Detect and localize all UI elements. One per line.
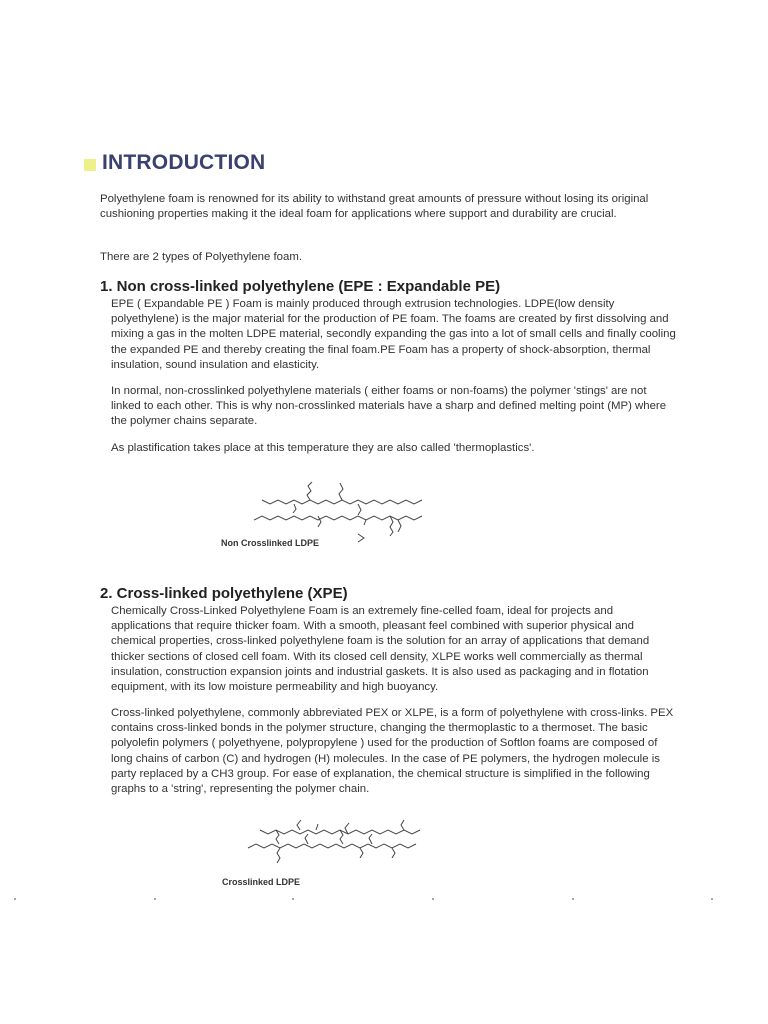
bullet-square-icon bbox=[84, 159, 96, 171]
section1-paragraph-3: As plastification takes place at this temperature they are also called 'thermoplastics'. bbox=[111, 442, 535, 454]
section1-heading: 1. Non cross-linked polyethylene (EPE : Expandable PE) bbox=[100, 278, 501, 295]
page-title: INTRODUCTION bbox=[102, 151, 266, 174]
crosslinked-ldpe-diagram bbox=[240, 808, 440, 878]
section2-paragraph-2: Cross-linked polyethylene, commonly abbreviated PEX or XLPE, is a form of polyethylene with cross-links. PEX contains cross-linked bonds in the polymer structure, changing the thermoplastic to a thermoset. The basic polyolefin polymers ( polyethyene, polypropylene ) used for the production of Softlon foams are composed of long chains of carbon (C) and hydrogen (H) molecules. In the case of PE polymers, the hydrogen molecule is party replaced by a CH3 group. For ease of explanation, the chemical structure is simplified in the following graphs to a 'string', representing the polymer chain. bbox=[111, 707, 674, 796]
section2-paragraph-1: Chemically Cross-Linked Polyethylene Foam is an extremely fine-celled foam, ideal for projects and applications that require thicker foam. With a smooth, pleasant feel combined with superior physical and chemical properties, cross-linked polyethylene foam is the solution for an array of applications that demand thicker sections of closed cell foam. With its closed cell density, XLPE works well commercially as thermal insulation, construction expansion joints and industrial gaskets. It is also used as packaging and in flotation equipment, with its low moisture permeability and high buoyancy. bbox=[111, 605, 650, 694]
section1-paragraph-2: In normal, non-crosslinked polyethylene materials ( either foams or non-foams) the polymer 'stings' are not linked to each other. This is why non-crosslinked materials have a sharp and defined melting point (MP) where the polymer chains separate. bbox=[111, 385, 667, 428]
intro-paragraph: Polyethylene foam is renowned for its ability to withstand great amounts of pressure without losing its original cushioning properties making it the ideal foam for applications where support and durability are crucial. bbox=[100, 193, 649, 221]
intro-types-sentence: There are 2 types of Polyethylene foam. bbox=[100, 251, 302, 263]
section2-heading: 2. Cross-linked polyethylene (XPE) bbox=[100, 585, 348, 602]
figure1-caption: Non Crosslinked LDPE bbox=[221, 538, 320, 548]
figure2-caption: Crosslinked LDPE bbox=[222, 877, 301, 887]
section1-paragraph-1: EPE ( Expandable PE ) Foam is mainly produced through extrusion technologies. LDPE(low density polyethylene) is the major material for the production of PE foam. The foams are created by first dissolving and mixing a gas in the molten LDPE material, secondly expanding the gas into a lot of small cells and finally cooling the expanded PE and thereby creating the final foam.PE Foam has a property of shock-absorption, thermal insulation, sound insulation and elasticity. bbox=[111, 298, 676, 371]
scan-artifact-dots bbox=[0, 893, 768, 903]
introduction-header bbox=[84, 151, 265, 175]
